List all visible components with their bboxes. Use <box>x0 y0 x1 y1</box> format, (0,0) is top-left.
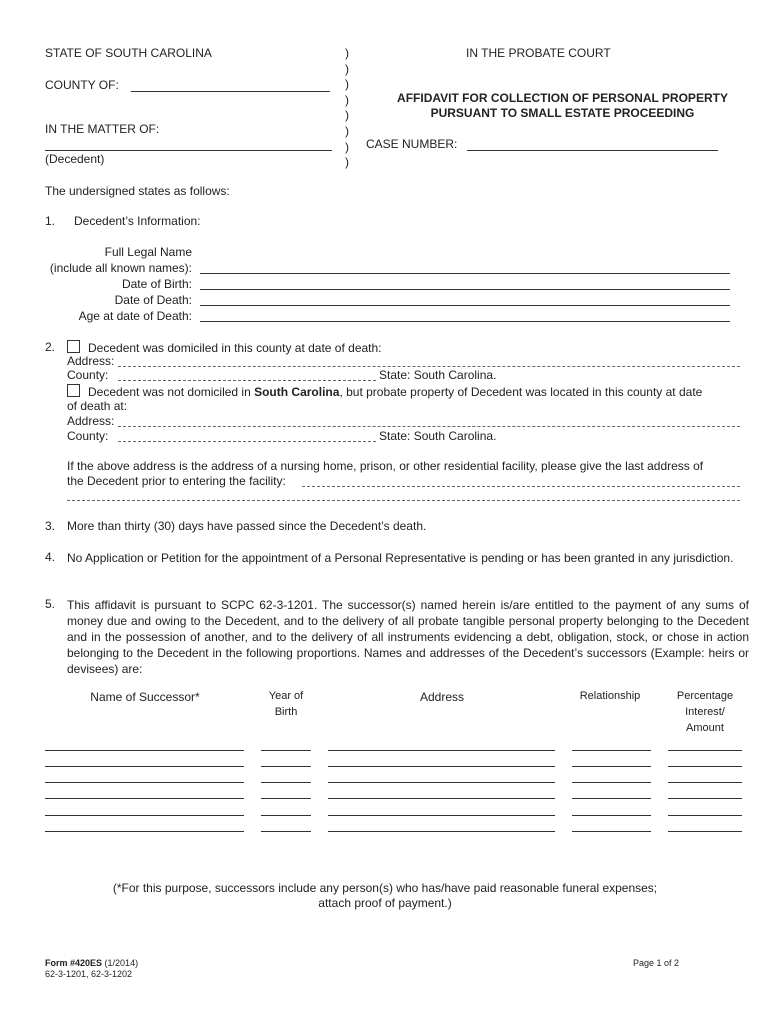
col-year-header-2: Birth <box>274 706 298 718</box>
case-number-label: CASE NUMBER: <box>366 137 458 151</box>
not-domiciled-checkbox[interactable] <box>67 384 80 397</box>
not-domiciled-option <box>67 384 702 399</box>
successor-relationship-field[interactable] <box>572 815 651 816</box>
footnote-line1: (*For this purpose, successors include any person(s) who has/have paid reasonable funeral expenses; <box>112 881 658 895</box>
successor-name-field[interactable] <box>45 750 244 751</box>
dob-field[interactable] <box>200 289 730 290</box>
col-percentage-header-1: Percentage <box>676 690 734 702</box>
successor-year-field[interactable] <box>261 815 311 816</box>
section1-title: Decedent’s Information: <box>74 214 201 228</box>
footnote-line2: attach proof of payment.) <box>318 896 452 910</box>
case-number-field[interactable] <box>467 150 718 151</box>
nursing-home-text-2: the Decedent prior to entering the facility: <box>67 474 286 488</box>
dod-label: Date of Death: <box>114 293 192 307</box>
nursing-home-text-1: If the above address is the address of a nursing home, prison, or other residential facility, please give the last address of <box>67 459 704 473</box>
successor-relationship-field[interactable] <box>572 831 651 832</box>
domiciled-text: Decedent was domiciled in this county at date of death: <box>88 341 382 355</box>
form-date: (1/2014) <box>104 958 139 968</box>
section4-number: 4. <box>45 550 56 564</box>
successor-percentage-field[interactable] <box>668 750 742 751</box>
successor-percentage-field[interactable] <box>668 815 742 816</box>
state2-text: State: South Carolina. <box>379 429 497 443</box>
section1-number: 1. <box>45 214 56 228</box>
successor-relationship-field[interactable] <box>572 798 651 799</box>
caption-divider: ) ) ) ) ) ) ) ) <box>345 46 349 170</box>
known-names-label: (include all known names): <box>49 261 192 275</box>
statute-refs: 62-3-1201, 62-3-1202 <box>45 969 133 979</box>
col-year-header-1: Year of <box>268 690 304 702</box>
decedent-name-field[interactable] <box>45 150 332 151</box>
successor-relationship-field[interactable] <box>572 766 651 767</box>
successor-year-field[interactable] <box>261 798 311 799</box>
successor-relationship-field[interactable] <box>572 782 651 783</box>
successor-name-field[interactable] <box>45 782 244 783</box>
section2-number: 2. <box>45 340 56 354</box>
successor-address-field[interactable] <box>328 831 555 832</box>
col-name-header: Name of Successor* <box>90 690 200 704</box>
successor-year-field[interactable] <box>261 831 311 832</box>
prior-address-field-2[interactable] <box>67 500 740 501</box>
address1-label: Address: <box>67 354 115 368</box>
prior-address-field-1[interactable] <box>302 486 740 487</box>
form-number <box>45 958 138 968</box>
county2-label: County: <box>67 429 109 443</box>
section5-number: 5. <box>45 597 56 611</box>
successor-name-field[interactable] <box>45 831 244 832</box>
section5-text: This affidavit is pursuant to SCPC 62-3-1201. The successor(s) named herein is/are entitled to the payment of any sums of money due and owing to the Decedent, and to the delivery of all probate tangible personal property belonging to the Decedent and in the possession of another, and to the delivery of all instruments evidencing a debt, obligation, stock, or chose in action belonging to the Decedent in the following proportions. Names and addresses of the Decedent’s successors (Example: heirs or devisees) are: <box>67 598 749 676</box>
successor-percentage-field[interactable] <box>668 798 742 799</box>
state1-text: State: South Carolina. <box>379 368 497 382</box>
dob-label: Date of Birth: <box>121 277 192 291</box>
county-label: COUNTY OF: <box>45 78 119 92</box>
full-name-label: Full Legal Name <box>104 245 192 259</box>
successor-address-field[interactable] <box>328 782 555 783</box>
page-number: Page 1 of 2 <box>633 958 680 968</box>
successor-year-field[interactable] <box>261 782 311 783</box>
col-address-header: Address <box>419 690 465 704</box>
successor-address-field[interactable] <box>328 798 555 799</box>
county1-field[interactable] <box>118 380 376 381</box>
county-field[interactable] <box>131 91 330 92</box>
form-title-line2: PURSUANT TO SMALL ESTATE PROCEEDING <box>430 106 695 120</box>
domiciled-checkbox[interactable] <box>67 340 80 353</box>
county2-field[interactable] <box>118 441 376 442</box>
address2-label: Address: <box>67 414 115 428</box>
not-domiciled-text: Decedent was not domiciled in <box>88 385 255 399</box>
age-label: Age at date of Death: <box>78 309 192 323</box>
section4-text: No Application or Petition for the appointment of a Personal Representative is pending or has been granted in any jurisdiction. <box>67 551 734 565</box>
col-relationship-header: Relationship <box>579 690 641 702</box>
successor-name-field[interactable] <box>45 815 244 816</box>
successor-name-field[interactable] <box>45 766 244 767</box>
matter-label: IN THE MATTER OF: <box>45 122 160 136</box>
decedent-label: (Decedent) <box>45 152 105 166</box>
section3-number: 3. <box>45 519 56 533</box>
successor-name-field[interactable] <box>45 798 244 799</box>
address1-field[interactable] <box>118 366 740 367</box>
successor-percentage-field[interactable] <box>668 766 742 767</box>
address2-field[interactable] <box>118 426 740 427</box>
form-number-bold: Form #420ES <box>45 958 103 968</box>
date-of-death-at: of death at: <box>67 399 128 413</box>
successor-year-field[interactable] <box>261 766 311 767</box>
dod-field[interactable] <box>200 305 730 306</box>
form-title-line1: AFFIDAVIT FOR COLLECTION OF PERSONAL PROPERTY <box>397 91 728 105</box>
intro-text: The undersigned states as follows: <box>45 184 230 198</box>
successor-year-field[interactable] <box>261 750 311 751</box>
successor-address-field[interactable] <box>328 815 555 816</box>
domiciled-option <box>67 340 382 355</box>
not-domiciled-text-cont: , but probate property of Decedent was located in this county at date <box>339 385 703 399</box>
county1-label: County: <box>67 368 109 382</box>
full-name-field[interactable] <box>200 273 730 274</box>
state-heading: STATE OF SOUTH CAROLINA <box>45 46 212 60</box>
successor-address-field[interactable] <box>328 750 555 751</box>
successor-percentage-field[interactable] <box>668 831 742 832</box>
col-percentage-header-3: Amount <box>686 722 724 734</box>
successor-percentage-field[interactable] <box>668 782 742 783</box>
col-percentage-header-2: Interest/ <box>685 706 725 718</box>
south-carolina-bold: South Carolina <box>254 385 340 399</box>
court-heading: IN THE PROBATE COURT <box>466 46 611 60</box>
successor-relationship-field[interactable] <box>572 750 651 751</box>
age-field[interactable] <box>200 321 730 322</box>
section3-text: More than thirty (30) days have passed since the Decedent’s death. <box>67 519 427 533</box>
successor-address-field[interactable] <box>328 766 555 767</box>
